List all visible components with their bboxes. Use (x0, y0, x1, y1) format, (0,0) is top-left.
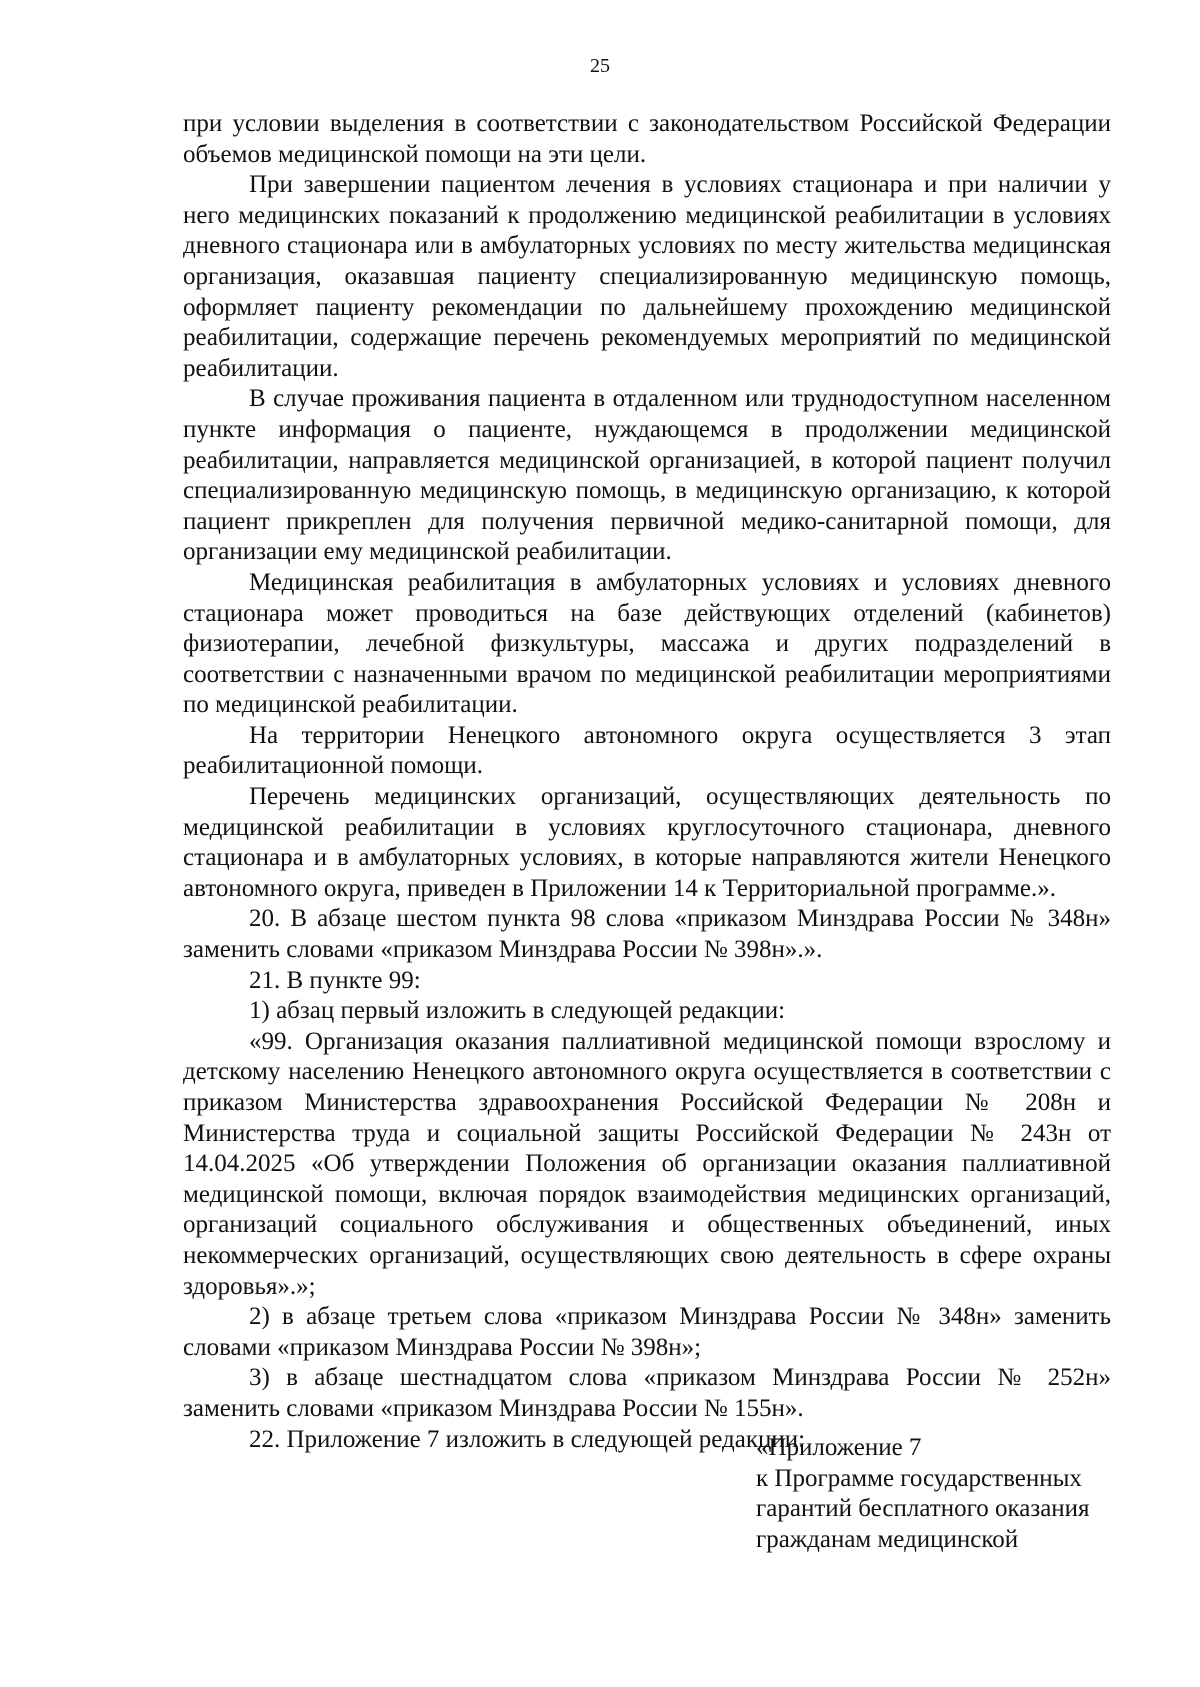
amendment-item-21: 21. В пункте 99: (249, 966, 421, 994)
paragraph: На территории Ненецкого автономного округа осуществляется 3 этап реабилитационной помощи. (183, 721, 1111, 780)
document-body (183, 109, 1111, 1455)
paragraph-continuation: при условии выделения в соответствии с законодательством Российской Федерации объемов медицинской помощи на эти цели. (183, 110, 1111, 168)
paragraph: Медицинская реабилитация в амбулаторных условиях и условиях дневного стационара может проводиться на базе действующих отделений (кабинетов) физиотерапии, лечебной физкультуры, массажа и других подразделений в соответствии с назначенными врачом по медицинской реабилитации мероприятиями по медицинской реабилитации. (183, 568, 1111, 719)
paragraph: Перечень медицинских организаций, осуществляющих деятельность по медицинской реабилитации в условиях круглосуточного стационара, дневного стационара и в амбулаторных условиях, в которые направляются жители Ненецкого автономного округа, приведен в Приложении 14 к Территориальной программе.». (183, 783, 1111, 902)
appendix-heading-line: «Приложение 7 (756, 1434, 922, 1461)
appendix-heading-line: к Программе государственных (756, 1464, 1082, 1492)
page-number: 25 (590, 55, 610, 77)
sub-item-2: 2) в абзаце третьем слова «приказом Минздрава России № 348н» заменить словами «приказом Минздрава России № 398н»; (183, 1303, 1111, 1361)
sub-item-1: 1) абзац первый изложить в следующей редакции: (249, 997, 786, 1025)
appendix-heading-line: гражданам медицинской (756, 1525, 1019, 1553)
amendment-item-22: 22. Приложение 7 изложить в следующей редакции: (249, 1425, 806, 1453)
sub-item-3: 3) в абзаце шестнадцатом слова «приказом Минздрава России № 252н» заменить словами «приказом Минздрава России № 155н». (183, 1364, 1111, 1422)
appendix-heading-line: гарантий бесплатного оказания (756, 1495, 1090, 1523)
paragraph: При завершении пациентом лечения в условиях стационара и при наличии у него медицинских показаний к продолжению медицинской реабилитации в условиях дневного стационара или в амбулаторных условиях по месту жительства медицинская организация, оказавшая пациенту специализированную медицинскую помощь, оформляет пациенту рекомендации по дальнейшему прохождению медицинской реабилитации, содержащие перечень рекомендуемых мероприятий по медицинской реабилитации. (183, 171, 1111, 382)
amendment-item-20: 20. В абзаце шестом пункта 98 слова «приказом Минздрава России № 348н» заменить словами «приказом Минздрава России № 398н».». (183, 905, 1111, 964)
paragraph: В случае проживания пациента в отдаленном или труднодоступном населенном пункте информация о пациенте, нуждающемся в продолжении медицинской реабилитации, направляется медицинской организацией, в которой пациент получил специализированную медицинскую помощь, в медицинскую организацию, к которой пациент прикреплен для получения первичной медико-санитарной помощи, для организации ему медицинской реабилитации. (183, 385, 1111, 566)
appendix-heading (756, 1433, 1126, 1555)
quoted-paragraph-99: «99. Организация оказания паллиативной медицинской помощи взрослому и детскому населению Ненецкого автономного округа осуществляется в соответствии с приказом Министерства здравоохранения Российской Федерации № 208н и Министерства труда и социальной защиты Российской Федерации № 243н от 14.04.2025 «Об утверждении Положения об организации оказания паллиативной медицинской помощи, включая порядок взаимодействия медицинских организаций, организаций социального обслуживания и общественных объединений, иных некоммерческих организаций, осуществляющих свою деятельность в сфере охраны здоровья».»; (183, 1027, 1111, 1300)
